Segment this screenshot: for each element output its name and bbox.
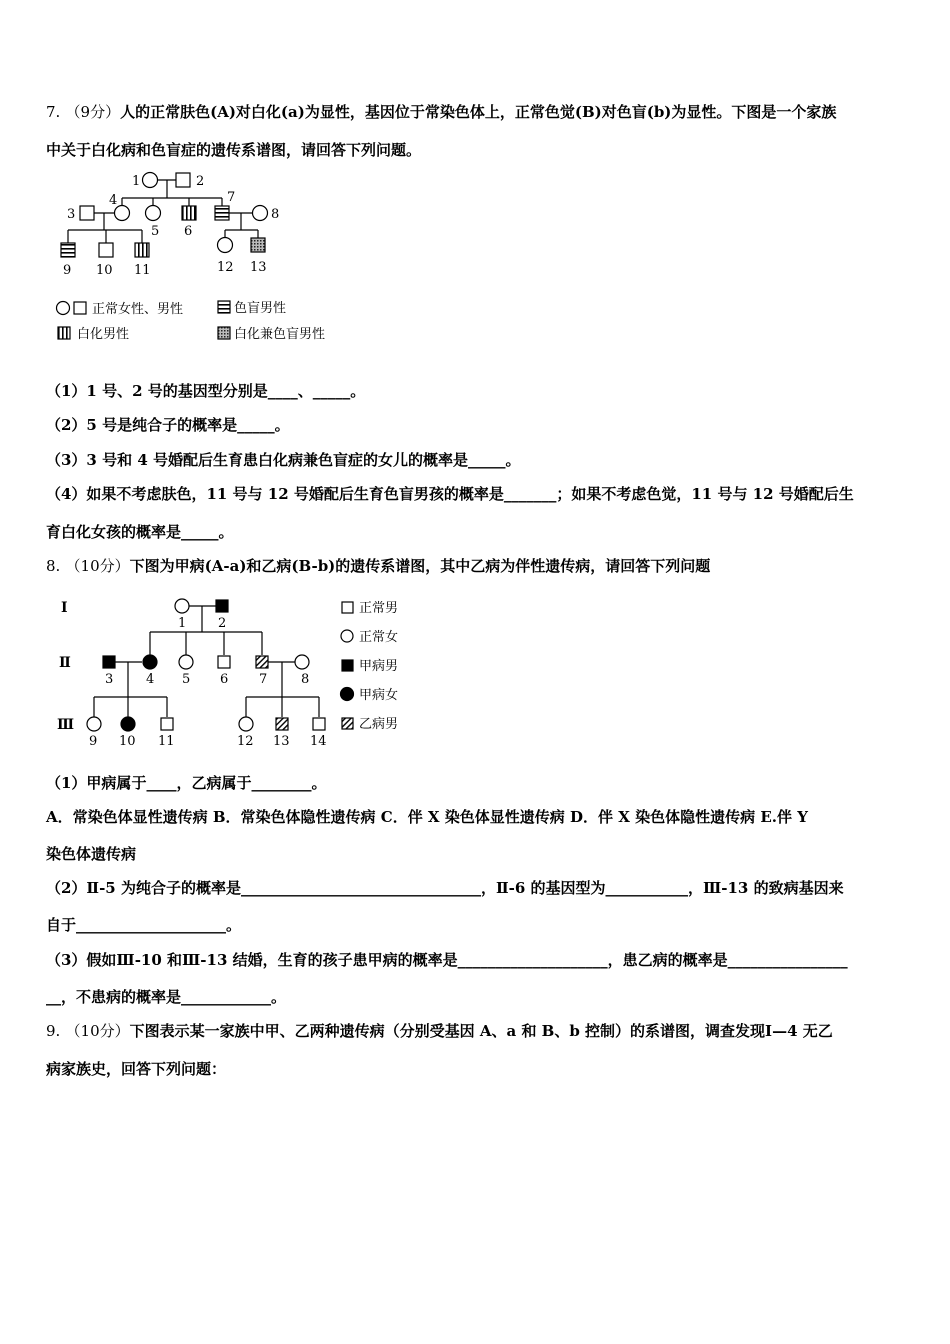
q8-label-4: 4 [146, 672, 155, 687]
q8-score: （10分） [65, 557, 130, 575]
q7-stem-line1 [46, 101, 906, 123]
q8-individual-14 [313, 718, 325, 730]
q8-label-12: 12 [237, 734, 254, 749]
q9-number: 9. [46, 1022, 61, 1040]
q8-sub1: （1）甲病属于____，乙病属于________。 [46, 774, 327, 792]
q7-label-11: 11 [134, 263, 151, 278]
q7-stem-text: 人的正常肤色(A)对白化(a)为显性，基因位于常染色体上，正常色觉(B)对色盲(b)为显性。下图是一个家族 [120, 103, 837, 121]
q8-legend-b-male: 乙病男 [359, 717, 399, 732]
q8-individual-4 [143, 655, 157, 669]
q8-label-10: 10 [119, 734, 136, 749]
q8-label-14: 14 [310, 734, 327, 749]
q8-legend-a-female: 甲病女 [359, 688, 399, 703]
q9-stem-line2: 病家族史，回答下列问题： [46, 1060, 227, 1078]
q8-legend-a-male-icon [342, 660, 353, 671]
q8-label-13: 13 [273, 734, 290, 749]
q7-score: （9分） [65, 103, 121, 121]
q8-individual-10 [121, 717, 135, 731]
q7-legend-colorblind: 色盲男性 [234, 301, 287, 316]
q9-stem-line1 [46, 1020, 906, 1042]
q8-sub2-line1: （2）Ⅱ-5 为纯合子的概率是________________________________，Ⅱ-6 的基因型为___________，Ⅲ-13 的致病基因来 [46, 879, 844, 897]
q8-label-8: 8 [301, 672, 310, 687]
q8-legend-normal-female: 正常女 [359, 630, 399, 645]
q8-legend-normal-male: 正常男 [359, 601, 399, 616]
q8-label-2: 2 [218, 616, 227, 631]
q7-sub1: （1）1 号、2 号的基因型分别是____、_____。 [46, 382, 366, 400]
q8-stem [46, 555, 906, 577]
q7-label-8: 8 [271, 207, 280, 222]
q7-individual-9 [61, 243, 75, 257]
q8-label-9: 9 [89, 734, 98, 749]
q8-individual-9 [87, 717, 101, 731]
q8-options-line2: 染色体遗传病 [46, 845, 137, 863]
q8-individual-7 [256, 656, 268, 668]
q8-individual-5 [179, 655, 193, 669]
q7-individual-7 [215, 206, 229, 220]
q8-label-3: 3 [105, 672, 114, 687]
q8-gen-2: Ⅱ [59, 655, 71, 671]
q7-legend-normal: 正常女性、男性 [92, 302, 184, 317]
q8-options-line1: A．常染色体显性遗传病 B．常染色体隐性遗传病 C．伴 X 染色体显性遗传病 D．伴 X 染色体隐性遗传病 E.伴 Y [46, 808, 808, 826]
q7-sub2: （2）5 号是纯合子的概率是_____。 [46, 416, 290, 434]
q8-number: 8. [46, 557, 61, 575]
q8-gen-3: Ⅲ [57, 717, 75, 733]
q8-stem-text: 下图为甲病(A-a)和乙病(B-b)的遗传系谱图，其中乙病为伴性遗传病，请回答下列问题 [129, 557, 711, 575]
q7-label-7: 7 [227, 190, 236, 205]
q8-gen-1: Ⅰ [61, 600, 68, 616]
q8-label-7: 7 [259, 672, 268, 687]
q7-individual-6 [182, 206, 196, 220]
q8-legend-normal-male-icon [342, 602, 353, 613]
q9-stem-text: 下图表示某一家族中甲、乙两种遗传病（分别受基因 A、a 和 B、b 控制）的系谱图，调查发现Ⅰ—4 无乙 [129, 1022, 833, 1040]
q7-label-12: 12 [217, 260, 234, 275]
q8-legend-a-female-icon [341, 688, 354, 701]
q7-label-13: 13 [250, 260, 267, 275]
q8-individual-13 [276, 718, 288, 730]
q7-label-3: 3 [67, 207, 76, 222]
q7-individual-12 [218, 238, 233, 253]
q8-sub3-line2: __，不患病的概率是____________。 [46, 988, 287, 1006]
q7-individual-1 [143, 173, 158, 188]
q8-sub2-line2: 自于____________________。 [46, 916, 242, 934]
q8-individual-1 [175, 599, 189, 613]
q7-legend-albino-icon [58, 327, 70, 339]
q8-individual-6 [218, 656, 230, 668]
q8-label-5: 5 [182, 672, 191, 687]
q8-legend-normal-female-icon [341, 630, 353, 642]
q7-individual-2 [176, 173, 190, 187]
q7-sub4-line2: 育白化女孩的概率是_____。 [46, 523, 234, 541]
q8-sub3-line1: （3）假如Ⅲ-10 和Ⅲ-13 结婚，生育的孩子患甲病的概率是____________________，患乙病的概率是________________ [46, 951, 848, 969]
q8-legend-b-male-icon [342, 718, 353, 729]
q7-legend-colorblind-icon [218, 301, 230, 313]
q8-individual-11 [161, 718, 173, 730]
q7-stem-line2: 中关于白化病和色盲症的遗传系谱图，请回答下列问题。 [46, 141, 422, 159]
q7-individual-8 [253, 206, 268, 221]
q7-legend-both: 白化兼色盲男性 [234, 327, 326, 342]
q7-sub3: （3）3 号和 4 号婚配后生育患白化病兼色盲症的女儿的概率是_____。 [46, 451, 521, 469]
q7-individual-3 [80, 206, 94, 220]
q8-label-1: 1 [178, 616, 187, 631]
q7-number: 7. [46, 103, 61, 121]
q7-legend-male-icon [74, 302, 86, 314]
q8-label-11: 11 [158, 734, 175, 749]
q7-legend-both-icon [218, 327, 230, 339]
q8-individual-3 [103, 656, 115, 668]
q8-pedigree-figure [52, 592, 412, 752]
q7-label-2: 2 [196, 174, 205, 189]
q8-individual-2 [216, 600, 228, 612]
q7-label-5: 5 [151, 224, 160, 239]
q7-label-1: 1 [132, 174, 141, 189]
q8-label-6: 6 [220, 672, 229, 687]
q7-legend-albino: 白化男性 [77, 327, 130, 342]
q9-score: （10分） [65, 1022, 130, 1040]
q7-label-9: 9 [63, 263, 72, 278]
q7-label-4: 4 [109, 193, 118, 208]
q7-pedigree-figure [50, 168, 360, 348]
q8-individual-12 [239, 717, 253, 731]
q7-individual-13 [251, 238, 265, 252]
q7-individual-10 [99, 243, 113, 257]
q7-label-6: 6 [184, 224, 193, 239]
q7-legend-female-icon [57, 302, 70, 315]
q7-label-10: 10 [96, 263, 113, 278]
q8-legend-a-male: 甲病男 [359, 659, 399, 674]
q7-sub4-line1: （4）如果不考虑肤色，11 号与 12 号婚配后生育色盲男孩的概率是_______；如果不考虑色觉，11 号与 12 号婚配后生 [46, 485, 854, 503]
q7-individual-5 [146, 206, 161, 221]
q8-individual-8 [295, 655, 309, 669]
q7-individual-11 [135, 243, 149, 257]
